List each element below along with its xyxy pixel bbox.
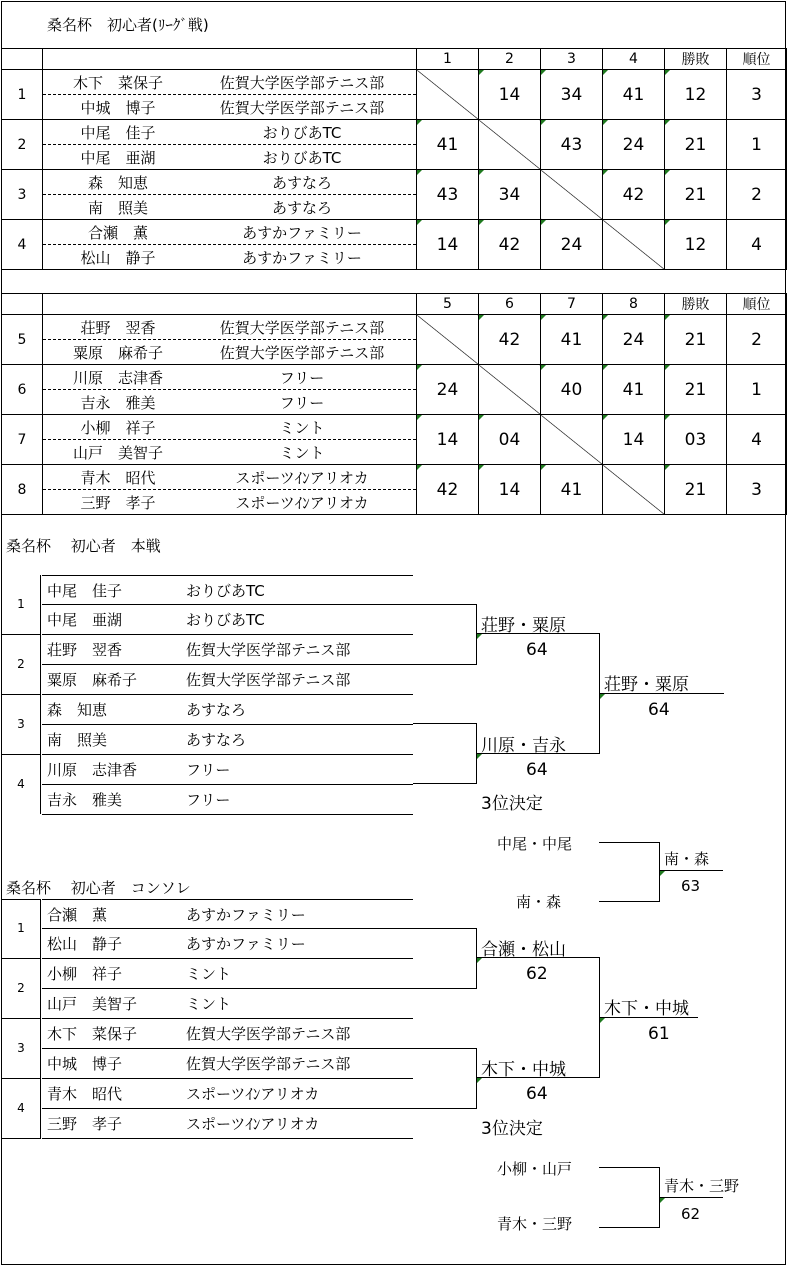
player-name: 荘野 翌香: [80, 318, 156, 337]
player-name: 合瀬 薫: [87, 223, 148, 242]
marker: [660, 871, 665, 876]
divider: [1, 694, 41, 695]
header-name: [43, 49, 417, 70]
player-club: あすなろ: [186, 731, 247, 749]
pair-cell: [43, 170, 417, 220]
player-name: 松山 静子: [80, 248, 156, 267]
score-cell: 42: [603, 170, 665, 220]
score-cell: 40: [541, 365, 603, 415]
draw-no: 2: [17, 657, 25, 671]
diagonal-cell: [603, 465, 665, 515]
player-club: おりびあTC: [262, 148, 342, 167]
marker: [477, 634, 482, 639]
semi-winner: 木下・中城: [481, 1060, 566, 1080]
pair-cell: [43, 315, 417, 365]
player-name: 粟原 麻希子: [72, 343, 163, 362]
player-club: おりびあTC: [186, 581, 265, 600]
row-no: 5: [2, 315, 43, 365]
pair-cell: [43, 220, 417, 270]
player-name: 森 知恵: [87, 173, 148, 192]
player-club: スポーツｲﾝアリオカ: [186, 1085, 320, 1103]
bracket-line: [413, 988, 477, 989]
marker: [477, 958, 482, 963]
player-name: 小柳 祥子: [47, 965, 123, 983]
rank-cell: 4: [727, 415, 787, 465]
result-cell: 21: [665, 315, 727, 365]
player-club: フリー: [186, 761, 231, 779]
player-club: フリー: [279, 368, 325, 387]
player-name: 合瀬 薫: [47, 905, 108, 924]
draw-entry: [42, 665, 413, 695]
divider: [1, 958, 41, 959]
bracket-line: [599, 901, 660, 902]
third-team: 小柳・山戸: [497, 1160, 573, 1178]
league-table-1: [1, 48, 787, 270]
row-no: 3: [2, 170, 43, 220]
draw-entry: [42, 1109, 413, 1139]
player-club: あすなろ: [271, 198, 332, 217]
divider: [1, 899, 41, 900]
third-team: 青木・三野: [497, 1215, 573, 1233]
rank-header: 順位: [727, 49, 787, 70]
score-cell: 43: [541, 120, 603, 170]
diagonal-cell: [479, 120, 541, 170]
player-name: 川原 志津香: [72, 368, 163, 387]
main-draw-title: 桑名杯 初心者 本戦: [6, 537, 161, 555]
divider: [1, 1078, 41, 1079]
result-cell: 12: [665, 70, 727, 120]
bracket-line: [413, 604, 477, 605]
player-name: 三野 孝子: [80, 493, 156, 512]
draw-entry: [42, 785, 413, 815]
third-score: 62: [681, 1205, 701, 1223]
player-name: 山戸 美智子: [47, 995, 138, 1013]
player-name: 中尾 亜湖: [80, 148, 156, 167]
final-score: 64: [648, 700, 670, 720]
third-team: 中尾・中尾: [497, 835, 573, 853]
final-score: 61: [648, 1024, 670, 1044]
diagonal-cell: [541, 415, 603, 465]
score-cell: 14: [479, 465, 541, 515]
rank-cell: 2: [727, 170, 787, 220]
pair-cell: [43, 365, 417, 415]
final-winner: 木下・中城: [604, 999, 689, 1019]
score-cell: 34: [541, 70, 603, 120]
result-cell: 21: [665, 120, 727, 170]
player-club: 佐賀大学医学部テニス部: [219, 98, 385, 117]
header-name: [43, 294, 417, 315]
row-no: 4: [2, 220, 43, 270]
player-name: 粟原 麻希子: [47, 671, 138, 689]
pair-cell: [43, 415, 417, 465]
page-title: 桑名杯 初心者(ﾘｰｸﾞ戦): [47, 16, 209, 34]
draw-entry: [42, 899, 413, 929]
player-name: 南 照美: [47, 731, 108, 749]
bracket-line: [413, 928, 477, 929]
player-name: 中尾 佳子: [47, 581, 123, 600]
diagonal-cell: [479, 365, 541, 415]
marker: [477, 1078, 482, 1083]
bracket-line: [413, 783, 477, 784]
score-cell: 14: [417, 220, 479, 270]
player-name: 松山 静子: [47, 935, 123, 953]
draw-entry: [42, 635, 413, 665]
diagonal-cell: [417, 70, 479, 120]
divider: [1, 634, 41, 635]
diagonal-cell: [541, 170, 603, 220]
player-name: 三野 孝子: [47, 1115, 123, 1133]
result-cell: 21: [665, 465, 727, 515]
score-cell: 24: [541, 220, 603, 270]
draw-entry: [42, 755, 413, 785]
bracket-line: [660, 870, 723, 871]
player-club: 佐賀大学医学部テニス部: [219, 73, 385, 92]
player-club: 佐賀大学医学部テニス部: [186, 1055, 351, 1073]
player-name: 中尾 亜湖: [47, 611, 123, 629]
row-no: 2: [2, 120, 43, 170]
score-cell: 42: [479, 220, 541, 270]
player-club: あすかファミリー: [242, 248, 362, 267]
draw-no: 4: [17, 777, 25, 791]
divider: [1, 1018, 41, 1019]
result-cell: 21: [665, 170, 727, 220]
player-club: 佐賀大学医学部テニス部: [186, 671, 351, 689]
bracket-line: [413, 723, 477, 724]
col-header: 5: [417, 294, 479, 315]
rank-cell: 4: [727, 220, 787, 270]
header-no: [2, 49, 43, 70]
score-cell: 43: [417, 170, 479, 220]
draw-entry: [42, 959, 413, 989]
bracket-line: [599, 1167, 660, 1168]
table-row: [2, 120, 787, 170]
table-row: [2, 170, 787, 220]
draw-entry: [42, 605, 413, 635]
col-header: 1: [417, 49, 479, 70]
draw-no: 1: [17, 597, 25, 611]
bracket-line: [660, 1197, 723, 1198]
score-cell: 24: [603, 120, 665, 170]
player-name: 中城 博子: [47, 1055, 123, 1073]
result-header: 勝敗: [665, 49, 727, 70]
player-club: 佐賀大学医学部テニス部: [186, 641, 351, 659]
player-club: ミント: [186, 995, 232, 1013]
diagonal-cell: [603, 220, 665, 270]
pair-cell: [43, 70, 417, 120]
result-cell: 03: [665, 415, 727, 465]
header-no: [2, 294, 43, 315]
player-club: あすなろ: [271, 173, 332, 192]
player-name: 山戸 美智子: [72, 443, 163, 462]
score-cell: 41: [603, 70, 665, 120]
semi-score: 62: [526, 964, 548, 984]
draw-no: 2: [17, 981, 25, 995]
row-no: 7: [2, 415, 43, 465]
league-table-2: [1, 293, 787, 515]
player-name: 吉永 雅美: [80, 393, 156, 412]
draw-no: 3: [17, 1041, 25, 1055]
score-cell: 14: [479, 70, 541, 120]
draw-entry: [42, 695, 413, 725]
table-row: [2, 70, 787, 120]
bracket-line: [599, 842, 660, 843]
player-club: あすかファミリー: [186, 905, 306, 924]
player-name: 中城 博子: [80, 98, 156, 117]
draw-no: 3: [17, 717, 25, 731]
draw-no: 1: [17, 921, 25, 935]
score-cell: 04: [479, 415, 541, 465]
draw-entry: [42, 929, 413, 959]
divider: [1, 754, 41, 755]
player-name: 木下 菜保子: [72, 73, 163, 92]
table-row: [2, 315, 787, 365]
third-team: 南・森: [516, 893, 562, 911]
semi-winner: 合瀬・松山: [481, 940, 566, 960]
player-club: あすかファミリー: [186, 935, 306, 953]
semi-winner: 川原・吉永: [481, 736, 566, 756]
bracket-line: [599, 1227, 660, 1228]
score-cell: 24: [603, 315, 665, 365]
player-club: おりびあTC: [262, 123, 342, 142]
player-club: 佐賀大学医学部テニス部: [219, 318, 385, 337]
score-cell: 24: [417, 365, 479, 415]
player-name: 中尾 佳子: [80, 123, 156, 142]
third-winner: 青木・三野: [664, 1177, 740, 1195]
draw-entry: [42, 575, 413, 605]
player-name: 小柳 祥子: [80, 418, 156, 437]
player-name: 南 照美: [87, 198, 148, 217]
marker: [600, 1018, 605, 1023]
player-name: 荘野 翌香: [47, 641, 123, 659]
rank-cell: 3: [727, 70, 787, 120]
player-club: あすかファミリー: [242, 223, 362, 242]
player-name: 川原 志津香: [47, 761, 138, 779]
player-name: 木下 菜保子: [47, 1025, 138, 1043]
player-club: 佐賀大学医学部テニス部: [186, 1025, 351, 1043]
rank-cell: 1: [727, 120, 787, 170]
row-no: 1: [2, 70, 43, 120]
draw-entry: [42, 1019, 413, 1049]
table-row: [2, 365, 787, 415]
row-no: 6: [2, 365, 43, 415]
result-cell: 21: [665, 365, 727, 415]
semi-score: 64: [526, 760, 548, 780]
result-header: 勝敗: [665, 294, 727, 315]
pair-cell: [43, 120, 417, 170]
rank-header: 順位: [727, 294, 787, 315]
player-club: あすなろ: [186, 701, 247, 719]
marker: [477, 754, 482, 759]
table-row: [2, 415, 787, 465]
final-winner: 荘野・粟原: [604, 675, 689, 695]
draw-entry: [42, 1049, 413, 1079]
score-cell: 41: [541, 315, 603, 365]
player-name: 吉永 雅美: [47, 791, 123, 809]
table-row: [2, 220, 787, 270]
bracket-line: [413, 1108, 477, 1109]
player-club: スポーツｲﾝアリオカ: [235, 468, 369, 487]
third-score: 63: [681, 877, 701, 895]
score-cell: 41: [417, 120, 479, 170]
marker: [660, 1198, 665, 1203]
player-name: 森 知恵: [47, 701, 108, 719]
score-cell: 14: [603, 415, 665, 465]
player-name: 青木 昭代: [80, 468, 156, 487]
pair-cell: [43, 465, 417, 515]
player-club: スポーツｲﾝアリオカ: [235, 493, 369, 512]
rank-cell: 2: [727, 315, 787, 365]
semi-winner: 荘野・粟原: [481, 616, 566, 636]
table-row: [2, 465, 787, 515]
third-place-label: 3位決定: [481, 1119, 543, 1139]
col-header: 2: [479, 49, 541, 70]
player-club: ミント: [279, 418, 325, 437]
draw-entry: [42, 1079, 413, 1109]
consolation-title: 桑名杯 初心者 コンソレ: [6, 879, 191, 897]
score-cell: 41: [603, 365, 665, 415]
third-winner: 南・森: [664, 850, 710, 868]
bracket-line: [413, 664, 477, 665]
rank-cell: 3: [727, 465, 787, 515]
marker: [600, 694, 605, 699]
player-club: フリー: [186, 791, 231, 809]
player-club: スポーツｲﾝアリオカ: [186, 1115, 320, 1133]
score-cell: 34: [479, 170, 541, 220]
divider: [1, 1138, 41, 1139]
draw-entry: [42, 725, 413, 755]
draw-entry: [42, 989, 413, 1019]
player-name: 青木 昭代: [47, 1085, 123, 1103]
player-club: おりびあTC: [186, 611, 265, 629]
third-place-label: 3位決定: [481, 794, 543, 814]
row-no: 8: [2, 465, 43, 515]
col-header: 4: [603, 49, 665, 70]
result-cell: 12: [665, 220, 727, 270]
draw-no: 4: [17, 1101, 25, 1115]
player-club: ミント: [186, 965, 232, 983]
score-cell: 41: [541, 465, 603, 515]
col-header: 7: [541, 294, 603, 315]
score-cell: 42: [417, 465, 479, 515]
col-header: 6: [479, 294, 541, 315]
player-club: 佐賀大学医学部テニス部: [219, 343, 385, 362]
col-header: 8: [603, 294, 665, 315]
col-header: 3: [541, 49, 603, 70]
score-cell: 42: [479, 315, 541, 365]
diagonal-cell: [417, 315, 479, 365]
player-club: フリー: [279, 393, 325, 412]
rank-cell: 1: [727, 365, 787, 415]
semi-score: 64: [526, 1084, 548, 1104]
bracket-line: [413, 1048, 477, 1049]
score-cell: 14: [417, 415, 479, 465]
semi-score: 64: [526, 640, 548, 660]
player-club: ミント: [279, 443, 325, 462]
